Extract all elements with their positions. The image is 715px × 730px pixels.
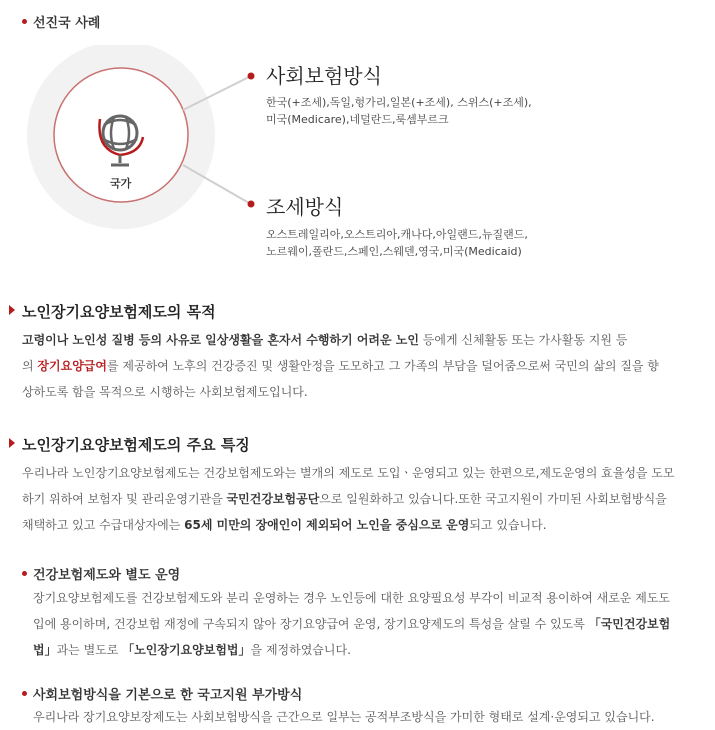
social-basis-paragraph [33,704,713,730]
social-insurance-line2: 미국(Medicare),네덜란드,룩셈부르크 [266,113,449,126]
ltc-benefit-highlight: 장기요양급여 [37,359,107,373]
examples-heading: 선진국 사례 [33,16,101,31]
separate-line2: 입에 용이하며, 건강보험 재정에 구속되지 않아 장기요양급여 운영, 장기요양제도의 특성을 살릴 수 있도록 「국민건강보험 [33,617,671,631]
features-paragraph [22,460,712,538]
features-line2: 하기 위하여 보험자 및 관리운영기관을 국민건강보험공단으로 일원화하고 있습니다.또한 국고지원이 가미된 사회보험방식을 [22,492,667,506]
bullet-dot [22,19,27,24]
tax-method-title: 조세방식 [266,195,344,219]
section-marker [9,305,15,315]
separate-line3: 법」과는 별도로 「노인장기요양보험법」을 제정하였습니다. [33,643,351,657]
features-heading: 노인장기요양보험제도의 주요 특징 [22,436,250,454]
bullet-dot [22,571,27,576]
tax-method-line2: 노르웨이,폴란드,스페인,스웨덴,영국,미국(Medicaid) [266,245,522,258]
social-basis-heading: 사회보험방식을 기본으로 한 국고지원 부가방식 [33,688,303,703]
purpose-line3: 상하도록 함을 목적으로 시행하는 사회보험제도입니다. [22,385,308,399]
separate-line1: 장기요양보험제도를 건강보험제도와 분리 운영하는 경우 노인등에 대한 요양필요성 부각이 비교적 용이하여 새로운 제도도 [33,591,670,605]
social-insurance-title: 사회보험방식 [266,64,382,88]
purpose-paragraph [22,327,712,405]
purpose-line1: 고령이나 노인성 질병 등의 사유로 일상생활을 혼자서 수행하기 어려운 노인 등에게 신체활동 또는 가사활동 지원 등 [22,333,628,347]
purpose-line2: 의 장기요양급여를 제공하여 노후의 건강증진 및 생활안정을 도모하고 그 가족의 부담을 덜어줌으로써 국민의 삶의 질을 향 [22,359,659,373]
purpose-bold: 고령이나 노인성 질병 등의 사유로 일상생활을 혼자서 수행하기 어려운 노인 [22,333,419,347]
separate-paragraph [33,585,713,663]
social-insurance-line1: 한국(+조세),독일,헝가리,일본(+조세), 스위스(+조세), [266,96,532,109]
separate-heading: 건강보험제도와 별도 운영 [33,568,181,583]
features-line3: 채택하고 있고 수급대상자에는 65세 미만의 장애인이 제외되어 노인을 중심으로 운영되고 있습니다. [22,518,547,532]
social-basis-line1: 우리나라 장기요양보장제도는 사회보험방식을 근간으로 일부는 공적부조방식을 가미한 형태로 설계·운영되고 있습니다. [33,710,655,724]
country-label: 국가 [110,177,132,190]
bullet-dot [22,691,27,696]
elderly-focus-bold: 65세 미만의 장애인이 제외되어 노인을 중심으로 운영 [184,518,470,532]
purpose-heading: 노인장기요양보험제도의 목적 [22,303,216,321]
nhis-bold: 국민건강보험공단 [226,492,320,506]
section-marker [9,438,15,448]
tax-method-line1: 오스트레일리아,오스트리아,캐나다,아일랜드,뉴질랜드, [266,228,528,241]
features-line1: 우리나라 노인장기요양보험제도는 건강보험제도와는 별개의 제도로 도입ㆍ운영되고 있는 한편으로,제도운영의 효율성을 도모 [22,466,675,480]
country-diagram [0,45,300,235]
